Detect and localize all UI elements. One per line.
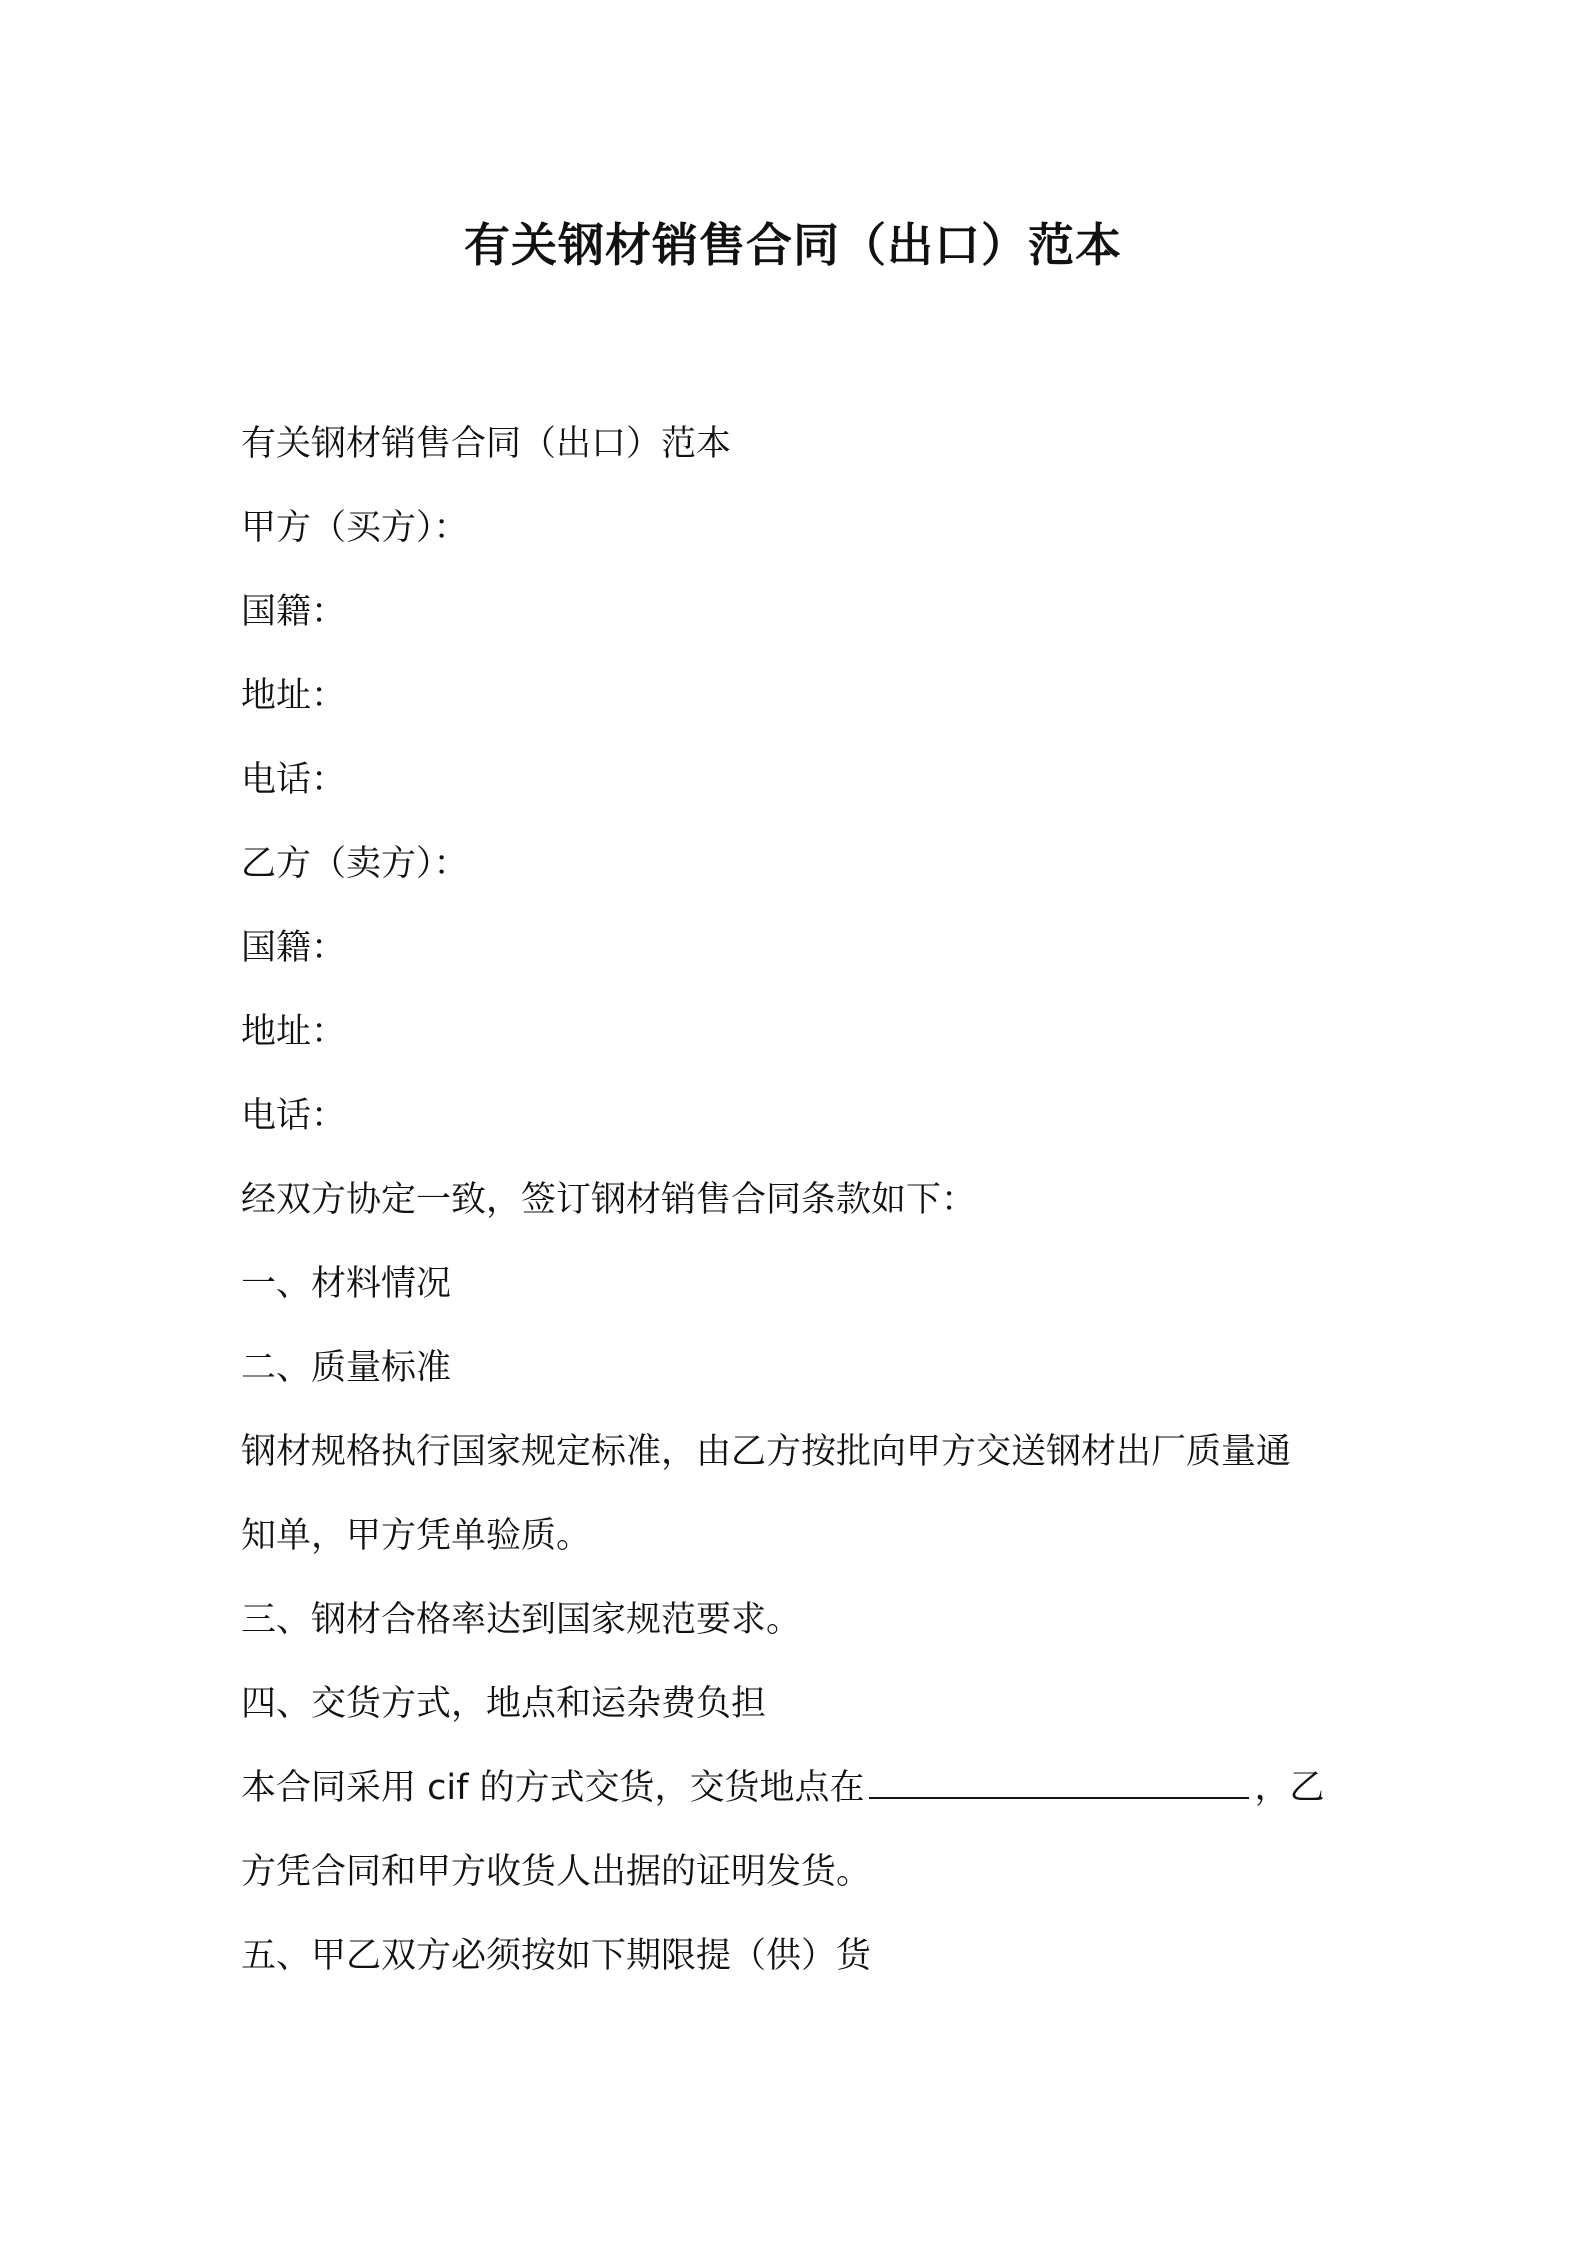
party-b-nationality: 国籍： (241, 928, 347, 968)
clause-4-heading: 四、交货方式，地点和运杂费负担 (241, 1684, 767, 1724)
clause-2-heading: 二、质量标准 (241, 1348, 452, 1388)
clause-5-heading: 五、甲乙双方必须按如下期限提（供）货 (241, 1936, 872, 1976)
body-line-heading: 有关钢材销售合同（出口）范本 (241, 424, 732, 464)
party-a-phone: 电话： (241, 760, 347, 800)
document-body (241, 402, 1351, 1998)
clause-2-text-line-2: 知单，甲方凭单验质。 (241, 1516, 592, 1556)
clause-4-text-line-2: 方凭合同和甲方收货人出据的证明发货。 (241, 1852, 872, 1892)
clause-4-delivery-line (241, 1746, 1351, 1830)
clause-1-heading: 一、材料情况 (241, 1264, 452, 1304)
party-a-address: 地址： (241, 676, 347, 716)
agreement-intro: 经双方协定一致，签订钢材销售合同条款如下： (241, 1180, 977, 1220)
delivery-location-blank[interactable] (869, 1763, 1249, 1799)
party-b-label: 乙方（卖方）： (241, 844, 469, 884)
party-a-nationality: 国籍： (241, 592, 347, 632)
clause-2-text-line-1: 钢材规格执行国家规定标准，由乙方按批向甲方交送钢材出厂质量通 (241, 1432, 1292, 1472)
party-b-phone: 电话： (241, 1096, 347, 1136)
document-title: 有关钢材销售合同（出口）范本 (464, 218, 1122, 272)
delivery-text-before-blank: 本合同采用 cif 的方式交货，交货地点在 (241, 1768, 865, 1808)
party-b-address: 地址： (241, 1012, 347, 1052)
party-a-label: 甲方（买方）： (241, 508, 469, 548)
delivery-text-after-blank: ，乙 (1254, 1768, 1325, 1808)
clause-3-heading: 三、钢材合格率达到国家规范要求。 (241, 1600, 802, 1640)
